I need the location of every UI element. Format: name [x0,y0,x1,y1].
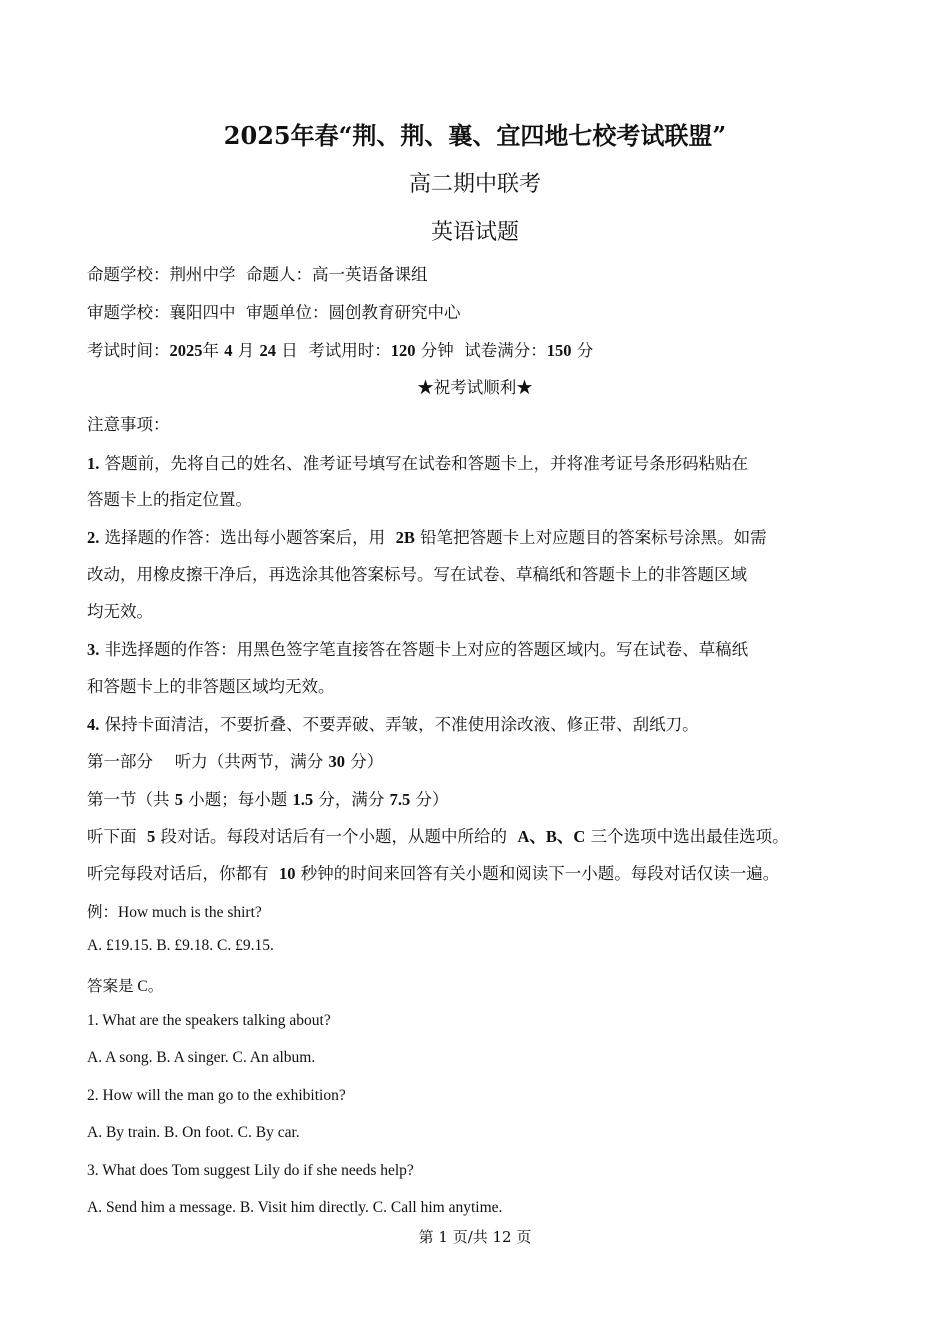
exam-time-line [87,337,593,361]
section-1-total: 7.5 [389,790,411,809]
instruction-2-b: 秒钟的时间来回答有关小题和阅读下一小题。每段对话仅读一遍。 [300,864,780,883]
note-4-number: 4. [87,715,100,734]
note-2-text-a2: 铅笔把答题卡上对应题目的答案标号涂黑。如需 [420,528,767,547]
note-1-number: 1. [87,454,100,473]
note-3-number: 3. [87,640,100,659]
note-2-text-a1: 选择题的作答：选出每小题答案后，用 [104,528,386,547]
page-footer: 第 1 页/共 12 页 [418,1228,532,1246]
good-luck-line: ★祝考试顺利★ [417,378,533,397]
section-1-count: 5 [174,790,183,809]
exam-title: 2025年春“荆、荆、襄、宜四地七校考试联盟” [223,121,727,150]
section-1-b: 小题；每小题 [188,790,288,809]
setter-author: 命题人：高一英语备课组 [246,265,428,284]
duration-label: 考试用时： [308,341,391,360]
instruction-1-options: A、B、C [517,827,586,846]
question-1: 1. What are the speakers talking about? [87,1012,331,1029]
exam-subtitle: 高二期中联考 [408,172,541,197]
example-question: 例：How much is the shirt? [87,904,262,921]
section-1-d: 分） [415,790,449,809]
score-label: 试卷满分： [464,341,547,360]
date-day: 24 [259,341,276,360]
duration-value: 120 [390,341,416,360]
instruction-2-num: 10 [279,864,296,883]
notes-heading: 注意事项： [87,415,170,434]
part-1-title-a: 第一部分 听力（共两节，满分 [87,752,324,771]
note-1-line-b: 答题卡上的指定位置。 [87,490,252,509]
setter-line [87,261,428,285]
question-2: 2. How will the man go to the exhibition? [87,1087,346,1104]
question-2-options: A. By train. B. On foot. C. By car. [87,1124,300,1141]
question-1-options: A. A song. B. A singer. C. An album. [87,1049,316,1066]
section-1-title [87,786,449,810]
instruction-1-a: 听下面 [87,827,137,846]
example-options: A. £19.15. B. £9.18. C. £9.15. [87,937,274,954]
time-label: 考试时间： [87,341,170,360]
note-2-line-c: 均无效。 [87,602,153,621]
instruction-1-b: 段对话。每段对话后有一个小题，从题中所给的 [160,827,507,846]
duration-unit: 分钟 [420,341,454,360]
note-1-text-a: 答题前，先将自己的姓名、准考证号填写在试卷和答题卡上，并将准考证号条形码粘贴在 [104,454,749,473]
note-4-line [87,711,699,735]
instruction-1-c: 三个选项中选出最佳选项。 [590,827,789,846]
exam-subject: 英语试题 [430,220,519,245]
reviewer-line [87,299,461,323]
question-3-options: A. Send him a message. B. Visit him directly. C. Call him anytime. [87,1199,503,1216]
note-2-line-a [87,524,767,548]
note-4-text: 保持卡面清洁，不要折叠、不要弄破、弄皱，不准使用涂改液、修正带、刮纸刀。 [104,715,699,734]
score-unit: 分 [576,341,594,360]
instruction-2-a: 听完每段对话后，你都有 [87,864,269,883]
note-3-line-b: 和答题卡上的非答题区域均无效。 [87,677,335,696]
instruction-line-1 [87,823,789,847]
review-school: 审题学校：襄阳四中 [87,303,236,322]
section-1-c: 分，满分 [318,790,385,809]
note-2-pencil: 2B [395,528,415,547]
section-1-a: 第一节（共 [87,790,170,809]
example-answer: 答案是 C。 [87,978,164,995]
part-1-title-b: 分） [350,752,384,771]
note-2-number: 2. [87,528,100,547]
review-unit: 审题单位：圆创教育研究中心 [246,303,461,322]
date-day-unit: 日 [281,341,298,360]
date-year-unit: 年 [202,341,219,360]
part-1-title [87,748,383,772]
date-month: 4 [224,341,233,360]
note-3-line-a [87,636,748,660]
note-3-text-a: 非选择题的作答：用黑色签字笔直接答在答题卡上对应的答题区域内。写在试卷、草稿纸 [104,640,749,659]
instruction-1-num: 5 [147,827,156,846]
score-value: 150 [546,341,572,360]
instruction-line-2 [87,860,779,884]
section-1-each: 1.5 [292,790,314,809]
setter-school: 命题学校：荆州中学 [87,265,236,284]
note-1-line-a [87,450,748,474]
part-1-score: 30 [328,752,345,771]
date-year: 2025 [169,341,203,360]
note-2-line-b: 改动，用橡皮擦干净后，再选涂其他答案标号。写在试卷、草稿纸和答题卡上的非答题区域 [87,565,747,584]
date-month-unit: 月 [237,341,255,360]
question-3: 3. What does Tom suggest Lily do if she needs help? [87,1162,414,1179]
